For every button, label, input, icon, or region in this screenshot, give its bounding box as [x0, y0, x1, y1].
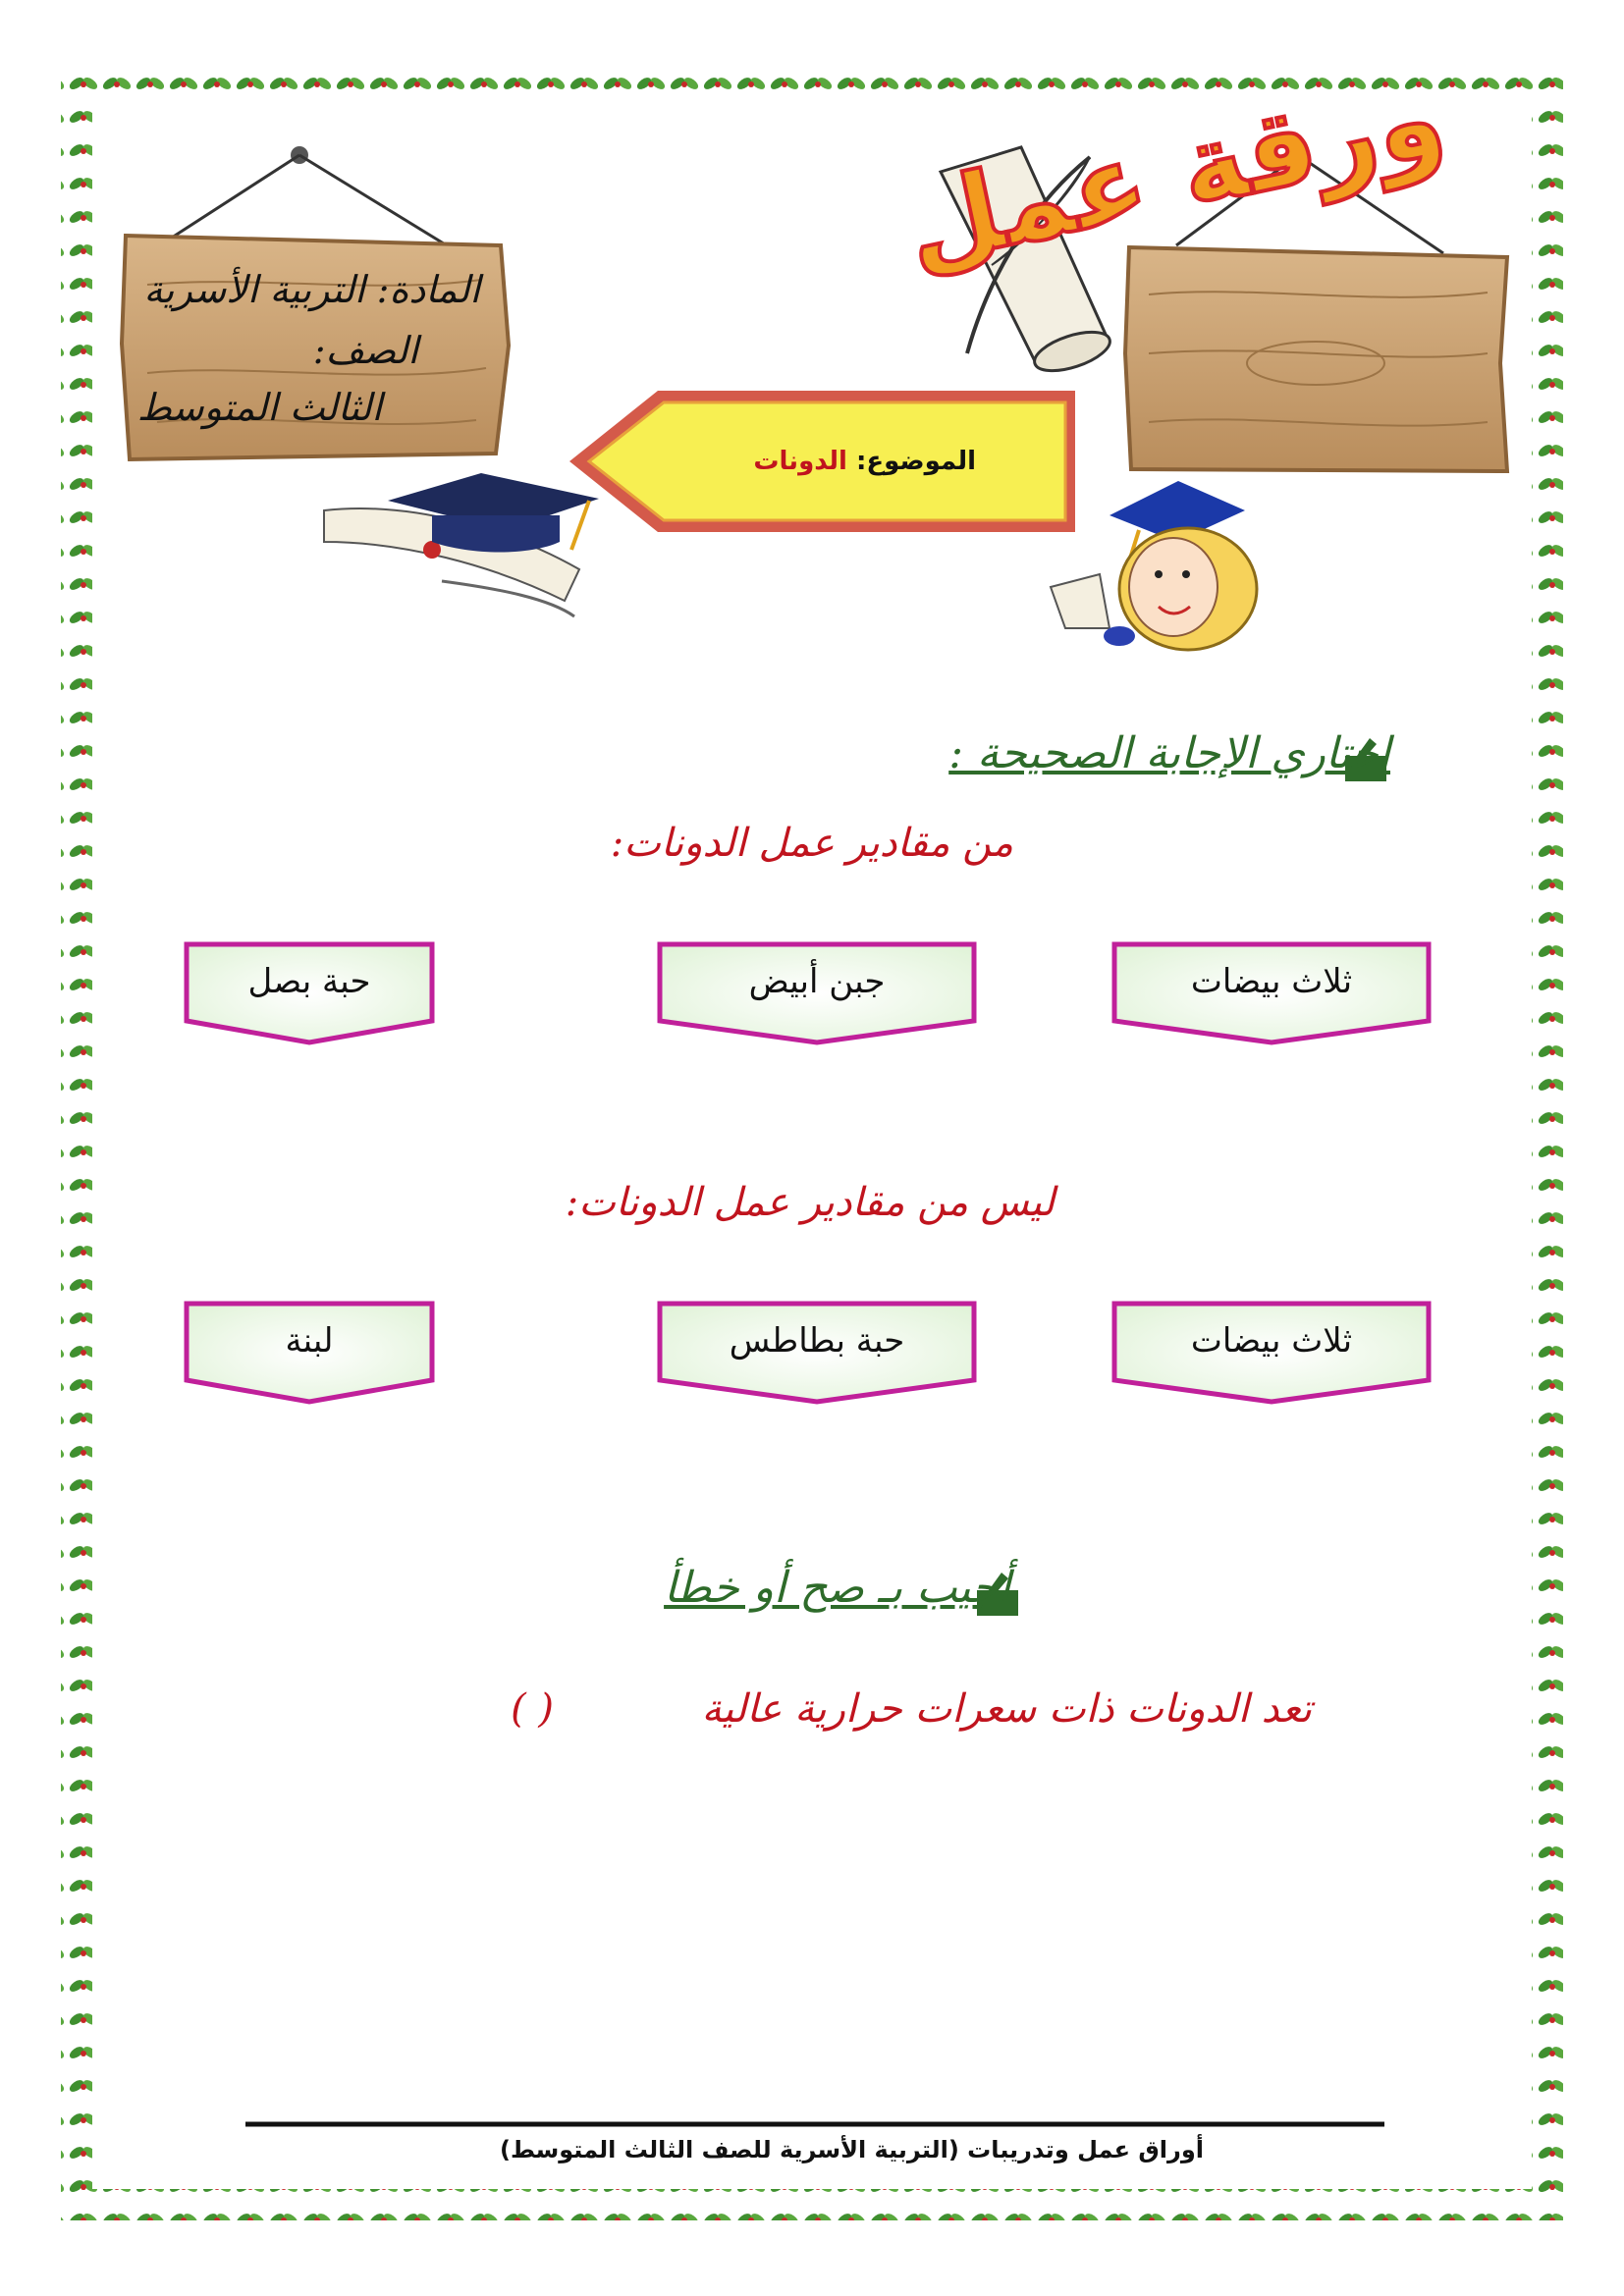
tf-answer-blank[interactable]: ( ): [511, 1686, 554, 1732]
topic-label: الموضوع:: [856, 447, 976, 476]
topic-line: [753, 447, 976, 476]
q1-option-3[interactable]: حبة بصل: [247, 962, 371, 1001]
q2-option-2[interactable]: حبة بطاطس: [729, 1321, 905, 1361]
q2-option-1[interactable]: ثلاث بيضات: [1190, 1321, 1353, 1361]
footer-text: أوراق عمل وتدريبات (التربية الأسرية للصف الثالث المتوسط): [499, 2136, 1204, 2163]
tf-statement: تعد الدونات ذات سعرات حرارية عالية: [701, 1686, 1312, 1732]
question2-text: ليس من مقادير عمل الدونات:: [565, 1180, 1055, 1225]
q1-option-2[interactable]: جبن أبيض: [748, 962, 886, 1001]
grade-label: الصف:: [312, 329, 418, 372]
grade-value: الثالث المتوسط: [136, 386, 382, 429]
q1-option-1[interactable]: ثلاث بيضات: [1190, 962, 1353, 1001]
q2-option-3[interactable]: لبنة: [285, 1321, 334, 1361]
subject-line: المادة: التربية الأسرية: [143, 268, 480, 311]
worksheet-title: ورقة عمل: [893, 53, 1455, 291]
section2-heading: أجيب بـ صح أو خطأ: [664, 1563, 1010, 1613]
topic-value: الدونات: [753, 447, 847, 476]
question1-text: من مقادير عمل الدونات:: [610, 821, 1013, 866]
section1-heading: اختاري الإجابة الصحيحة :: [948, 728, 1390, 778]
